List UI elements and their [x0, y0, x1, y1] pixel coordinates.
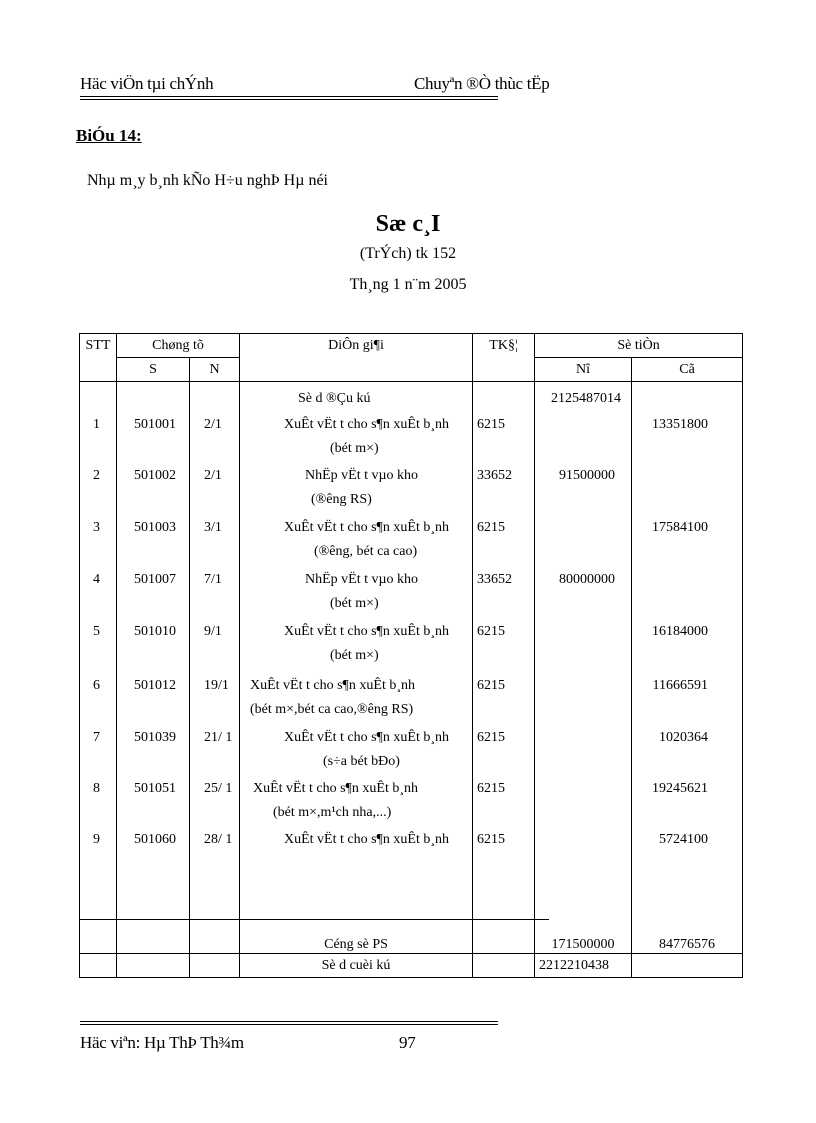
row-stt: 6: [93, 678, 100, 693]
row-credit: 19245621: [652, 781, 708, 796]
row-acc: 33652: [477, 572, 512, 587]
row-acc: 6215: [477, 520, 505, 535]
col-header-doc-n: N: [190, 358, 240, 382]
row-doc-n: 19/1: [204, 678, 229, 693]
row-desc: XuÊt vËt t cho s¶n xuÊt b¸nh: [284, 832, 449, 847]
row-credit: 17584100: [652, 520, 708, 535]
footer-student: Häc viªn: Hµ ThÞ Th¾m: [80, 1033, 244, 1052]
row-desc-detail: (bét m×): [330, 648, 379, 663]
closing-label: Sè d cuèi kú: [240, 954, 473, 978]
closing-debit: 2212210438: [535, 954, 632, 978]
row-desc: XuÊt vËt t cho s¶n xuÊt b¸nh: [284, 624, 449, 639]
row-desc: XuÊt vËt t cho s¶n xuÊt b¸nh: [250, 678, 415, 693]
row-credit: 11666591: [652, 678, 708, 693]
row-doc-s: 501039: [134, 730, 176, 745]
header-rule-bottom: [80, 99, 498, 100]
col-header-doc: Chøng tõ: [117, 334, 240, 358]
ledger-period: Th¸ng 1 n¨m 2005: [349, 276, 467, 293]
footer-page-number: 97: [399, 1033, 416, 1052]
row-desc: XuÊt vËt t cho s¶n xuÊt b¸nh: [284, 730, 449, 745]
total-credit: 84776576: [632, 918, 743, 954]
col-header-stt: STT: [80, 334, 117, 382]
row-doc-n: 25/ 1: [204, 781, 233, 796]
row-stt: 1: [93, 417, 100, 432]
row-desc-detail: (bét m×,m¹ch nha,...): [273, 805, 392, 820]
row-desc-detail: (bét m×,bét ca cao,®êng RS): [250, 702, 414, 717]
header-left: Häc viÖn tµi chÝnh: [80, 74, 214, 93]
intro-text: Nhµ m¸y b¸nh kÑo H÷u nghÞ Hµ néi: [87, 172, 328, 189]
col-header-doc-s: S: [117, 358, 190, 382]
opening-debit: 2125487014: [551, 391, 621, 406]
row-desc: XuÊt vËt t cho s¶n xuÊt b¸nh: [284, 520, 449, 535]
row-doc-n: 2/1: [204, 468, 222, 483]
total-debit: 171500000: [535, 918, 632, 954]
row-credit: 13351800: [652, 417, 708, 432]
ledger-title: Sæ c¸I: [375, 211, 441, 237]
row-doc-n: 7/1: [204, 572, 222, 587]
row-doc-s: 501007: [134, 572, 176, 587]
body-col-debit: [535, 382, 632, 919]
footer-rule-top: [80, 1021, 498, 1022]
row-acc: 6215: [477, 832, 505, 847]
row-doc-s: 501002: [134, 468, 176, 483]
col-header-desc: DiÔn gi¶i: [240, 334, 473, 382]
ledger-subtitle: (TrÝch) tk 152: [359, 245, 457, 262]
row-doc-s: 501003: [134, 520, 176, 535]
row-desc: NhËp vËt t vµo kho: [305, 572, 419, 587]
row-stt: 9: [93, 832, 100, 847]
row-doc-n: 9/1: [204, 624, 222, 639]
row-debit: 80000000: [559, 572, 615, 587]
header-right: Chuyªn ®Ò thùc tËp: [414, 74, 550, 93]
row-credit: 16184000: [652, 624, 708, 639]
row-desc: XuÊt vËt t cho s¶n xuÊt b¸nh: [253, 781, 418, 796]
col-header-acc: TK§¦: [473, 334, 535, 382]
row-acc: 6215: [477, 678, 505, 693]
row-stt: 7: [93, 730, 100, 745]
row-doc-n: 28/ 1: [204, 832, 233, 847]
row-doc-s: 501001: [134, 417, 176, 432]
row-credit: 5724100: [659, 832, 708, 847]
row-debit: 91500000: [559, 468, 615, 483]
section-label: BiÓu 14:: [76, 126, 142, 145]
row-doc-s: 501051: [134, 781, 176, 796]
row-desc-detail: (®êng RS): [311, 492, 372, 507]
row-desc-detail: (®êng, bét ca cao): [314, 544, 418, 559]
footer-rule-bottom: [80, 1024, 498, 1025]
row-stt: 8: [93, 781, 100, 796]
col-header-amount: Sè tiÒn: [535, 334, 743, 358]
row-acc: 6215: [477, 781, 505, 796]
row-doc-s: 501060: [134, 832, 176, 847]
col-header-credit: Cã: [632, 358, 743, 382]
row-desc: NhËp vËt t vµo kho: [305, 468, 419, 483]
row-doc-s: 501012: [134, 678, 176, 693]
row-doc-n: 3/1: [204, 520, 222, 535]
row-acc: 6215: [477, 417, 505, 432]
header-rule-top: [80, 96, 498, 97]
row-stt: 5: [93, 624, 100, 639]
row-acc: 6215: [477, 730, 505, 745]
total-separator: [79, 919, 549, 920]
col-header-debit: Nî: [535, 358, 632, 382]
row-desc-detail: (bét m×): [330, 441, 379, 456]
row-desc-detail: (bét m×): [330, 596, 379, 611]
row-doc-n: 2/1: [204, 417, 222, 432]
row-desc-detail: (s÷a bét bÐo): [323, 754, 400, 769]
row-credit: 1020364: [659, 730, 708, 745]
row-doc-n: 21/ 1: [204, 730, 233, 745]
row-stt: 2: [93, 468, 100, 483]
row-stt: 3: [93, 520, 100, 535]
row-acc: 33652: [477, 468, 512, 483]
total-label: Céng sè PS: [240, 918, 473, 954]
row-doc-s: 501010: [134, 624, 176, 639]
row-desc: XuÊt vËt t cho s¶n xuÊt b¸nh: [284, 417, 449, 432]
opening-label: Sè d ®Çu kú: [298, 391, 371, 406]
row-acc: 6215: [477, 624, 505, 639]
row-stt: 4: [93, 572, 100, 587]
